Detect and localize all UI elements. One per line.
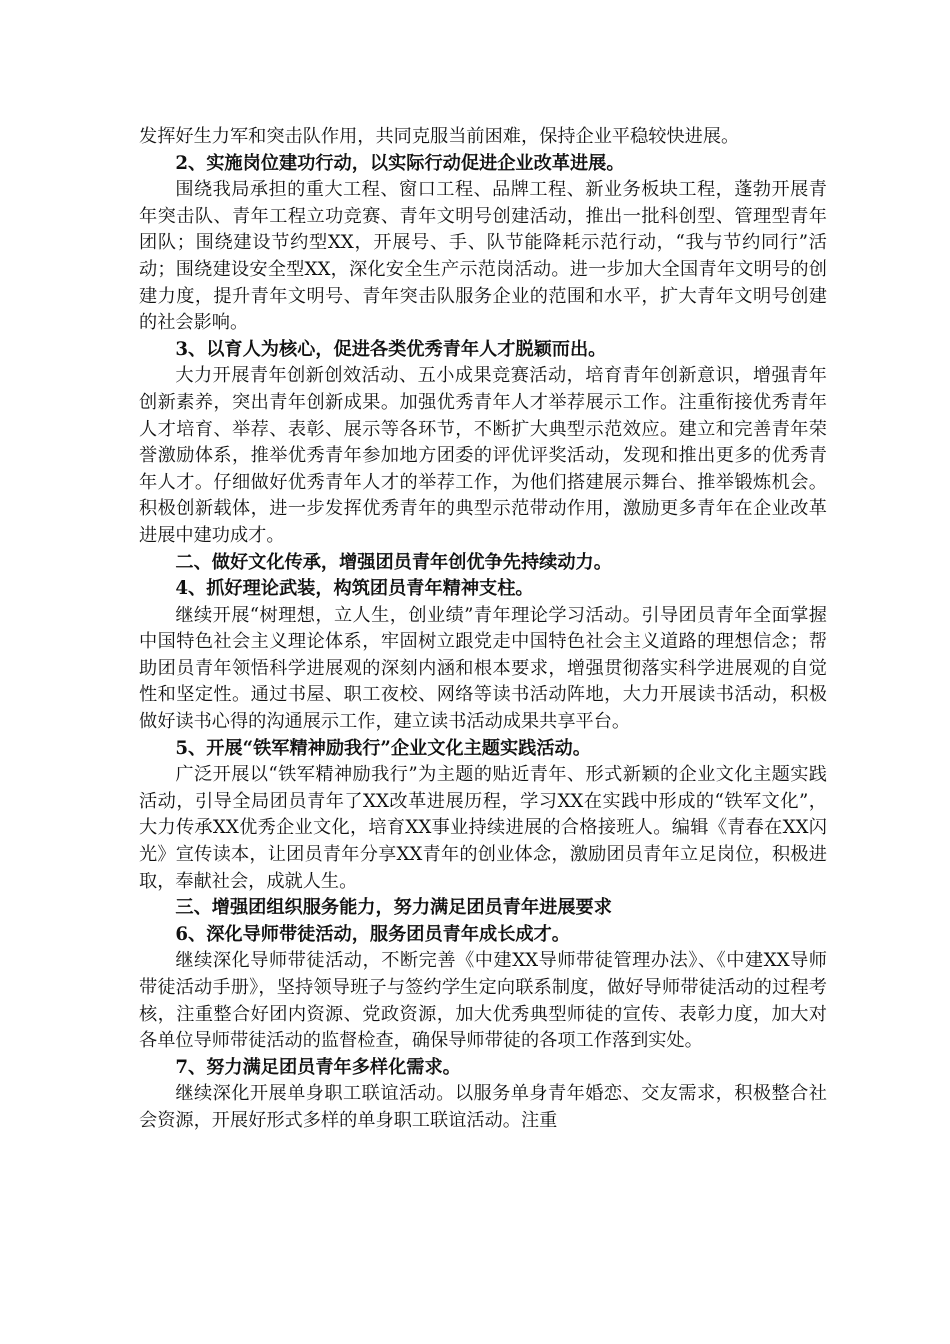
chapter-heading: 二、做好文化传承，增强团员青年创优争先持续动力。 (175, 551, 612, 573)
section-heading: 4、抓好理论武装，构筑团员青年精神支柱。 (175, 578, 534, 600)
section-heading: 3、以育人为核心，促进各类优秀青年人才脱颖而出。 (175, 338, 607, 360)
paragraph: 大力开展青年创新创效活动、五小成果竞赛活动，培育青年创新意识，增强青年创新素养，突出青年创新成果。加强优秀青年人才举荐展示工作。注重衔接优秀青年人才培育、举荐、表彰、展示等各环节，不断扩大典型示范效应。建立和完善青年荣誉激励体系，推举优秀青年参加地方团委的评优评奖活动，发现和推出更多的优秀青年人才。仔细做好优秀青年人才的举荐工作，为他们搭建展示舞台、推举锻炼机会。积极创新载体，进一步发挥优秀青年的典型示范带动作用，激励更多青年在企业改革进展中建功成才。 (139, 365, 827, 546)
paragraph: 发挥好生力军和突击队作用，共同克服当前困难，保持企业平稳较快进展。 (139, 126, 740, 147)
section-heading: 2、实施岗位建功行动，以实际行动促进企业改革进展。 (175, 152, 625, 174)
section-heading: 6、深化导师带徒活动，服务团员青年成长成才。 (175, 923, 570, 945)
paragraph: 围绕我局承担的重大工程、窗口工程、品牌工程、新业务板块工程，蓬勃开展青年突击队、青年工程立功竞赛、青年文明号创建活动，推出一批科创型、管理型青年团队；围绕建设节约型XX，开展号、手、队节能降耗示范行动，“我与节约同行”活动；围绕建设安全型XX，深化安全生产示范岗活动。进一步加大全国青年文明号的创建力度，提升青年文明号、青年突击队服务企业的范围和水平，扩大青年文明号创建的社会影响。 (139, 179, 827, 334)
paragraph: 继续开展“树理想，立人生，创业绩”青年理论学习活动。引导团员青年全面掌握中国特色社会主义理论体系，牢固树立跟党走中国特色社会主义道路的理想信念；帮助团员青年领悟科学进展观的深刻内涵和根本要求，增强贯彻落实科学进展观的自觉性和坚定性。通过书屋、职工夜校、网络等读书活动阵地，大力开展读书活动，积极做好读书心得的沟通展示工作，建立读书活动成果共享平台。 (139, 604, 827, 733)
paragraph: 广泛开展以“铁军精神励我行”为主题的贴近青年、形式新颖的企业文化主题实践活动，引导全局团员青年了XX改革进展历程，学习XX在实践中形成的“铁军文化”，大力传承XX优秀企业文化，培育XX事业持续进展的合格接班人。编辑《青春在XX闪光》宣传读本，让团员青年分享XX青年的创业体念，激励团员青年立足岗位，积极进取，奉献社会，成就人生。 (139, 764, 827, 892)
section-heading: 7、努力满足团员青年多样化需求。 (175, 1056, 461, 1078)
section-heading: 5、开展“铁军精神励我行”企业文化主题实践活动。 (175, 737, 591, 759)
paragraph: 继续深化开展单身职工联谊活动。以服务单身青年婚恋、交友需求，积极整合社会资源，开展好形式多样的单身职工联谊活动。注重 (139, 1083, 827, 1131)
chapter-heading: 三、增强团组织服务能力，努力满足团员青年进展要求 (175, 897, 612, 919)
document-page (139, 124, 827, 1135)
paragraph: 继续深化导师带徒活动，不断完善《中建XX导师带徒管理办法》、《中建XX导师带徒活动手册》，坚持领导班子与签约学生定向联系制度，做好导师带徒活动的过程考核，注重整合好团内资源、党政资源，加大优秀典型师徒的宣传、表彰力度，加大对各单位导师带徒活动的监督检查，确保导师带徒的各项工作落到实处。 (139, 950, 827, 1052)
